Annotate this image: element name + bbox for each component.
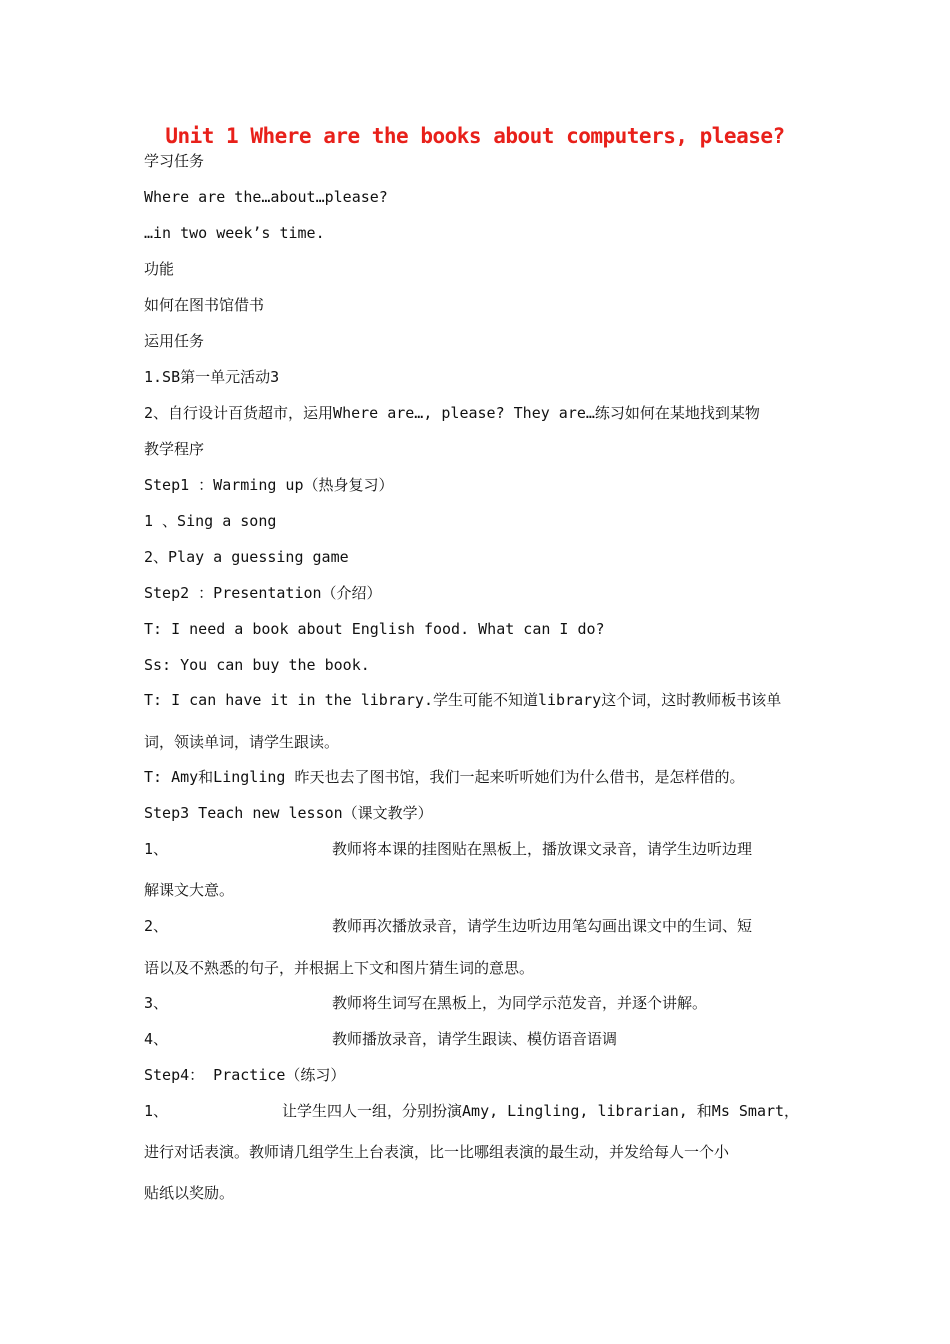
text-line: 进行对话表演。教师请几组学生上台表演，比一比哪组表演的最生动，并发给每人一个小 bbox=[144, 1143, 730, 1161]
step-heading: Step1 ：Warming up（热身复习） bbox=[144, 476, 394, 494]
section-heading-function: 功能 bbox=[144, 260, 175, 278]
step-heading: Step2 ：Presentation（介绍） bbox=[144, 584, 382, 602]
section-heading-learning-tasks: 学习任务 bbox=[144, 152, 205, 170]
list-text: 教师再次播放录音，请学生边听边用笔勾画出课文中的生词、短 bbox=[332, 917, 753, 935]
list-text: 教师将本课的挂图贴在黑板上，播放课文录音，请学生边听边理 bbox=[332, 840, 753, 858]
list-item bbox=[144, 993, 707, 1013]
text-line: 词，领读单词，请学生跟读。 bbox=[144, 733, 340, 751]
text-line: 语以及不熟悉的句子，并根据上下文和图片猜生词的意思。 bbox=[144, 959, 535, 977]
text-line: 如何在图书馆借书 bbox=[144, 296, 265, 314]
list-item bbox=[144, 1029, 617, 1049]
list-item bbox=[144, 1101, 799, 1121]
text-line: 2、Play a guessing game bbox=[144, 548, 349, 566]
section-heading-applied-tasks: 运用任务 bbox=[144, 332, 205, 350]
step-heading: Step4： Practice（练习） bbox=[144, 1066, 346, 1084]
text-line: 1.SB第一单元活动3 bbox=[144, 368, 280, 386]
list-number: 3、 bbox=[144, 994, 169, 1012]
text-line: Ss: You can buy the book. bbox=[144, 656, 370, 674]
section-heading-teaching-procedure: 教学程序 bbox=[144, 440, 205, 458]
list-number: 1、 bbox=[144, 840, 169, 858]
list-number: 2、 bbox=[144, 917, 169, 935]
list-item bbox=[144, 916, 752, 936]
text-line: T: I need a book about English food. What can I do? bbox=[144, 620, 605, 638]
list-item bbox=[144, 839, 752, 859]
text-line: …in two week’s time. bbox=[144, 224, 325, 242]
document-title: Unit 1 Where are the books about computers, please? bbox=[165, 124, 785, 148]
text-line: Where are the…about…please? bbox=[144, 188, 388, 206]
text-line: 2、自行设计百货超市，运用Where are…, please? They are…练习如何在某地找到某物 bbox=[144, 404, 760, 422]
text-line: 贴纸以奖励。 bbox=[144, 1184, 235, 1202]
list-text: 教师将生词写在黑板上，为同学示范发音，并逐个讲解。 bbox=[332, 994, 708, 1012]
text-line: 解课文大意。 bbox=[144, 881, 235, 899]
step-heading: Step3 Teach new lesson（课文教学） bbox=[144, 804, 433, 822]
list-number: 4、 bbox=[144, 1030, 169, 1048]
text-line: 1 、Sing a song bbox=[144, 512, 277, 530]
list-text: 让学生四人一组，分别扮演Amy, Lingling, librarian, 和Ms Smart， bbox=[282, 1102, 800, 1120]
text-line: T: I can have it in the library.学生可能不知道library这个词，这时教师板书该单 bbox=[144, 691, 782, 709]
list-number: 1、 bbox=[144, 1102, 169, 1120]
text-line: T: Amy和Lingling 昨天也去了图书馆，我们一起来听听她们为什么借书，是怎样借的。 bbox=[144, 768, 745, 786]
list-text: 教师播放录音，请学生跟读、模仿语音语调 bbox=[332, 1030, 618, 1048]
